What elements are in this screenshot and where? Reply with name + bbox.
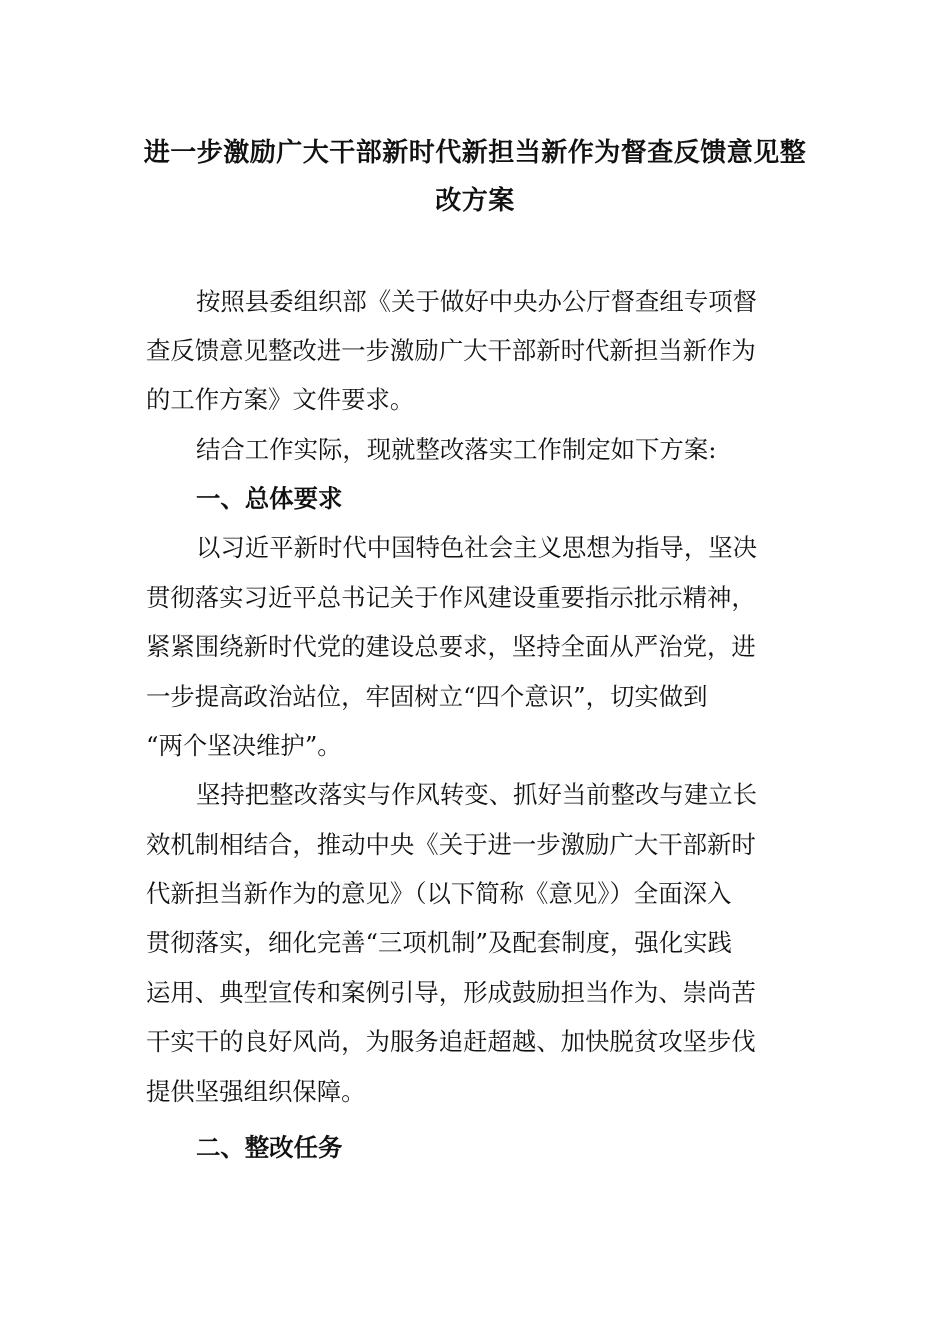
- intro-line-2: 查反馈意见整改进一步激励广大干部新时代新担当新作为: [146, 336, 756, 365]
- section-1-para-1-line-4: 一步提高政治站位，牢固树立“四个意识”，切实做到: [146, 682, 708, 711]
- intro-line-1: 按照县委组织部《关于做好中央办公厅督查组专项督: [196, 287, 757, 316]
- intro-line-3: 的工作方案》文件要求。: [146, 385, 415, 414]
- section-1-para-2-line-3: 代新担当新作为的意见》（以下简称《意见》）全面深入: [146, 879, 732, 908]
- section-1-para-1-line-1: 以习近平新时代中国特色社会主义思想为指导，坚决: [196, 533, 757, 562]
- document-title-line-1: 进一步激励广大干部新时代新担当新作为督查反馈意见整: [143, 138, 807, 168]
- section-1-para-2-line-6: 干实干的良好风尚，为服务追赶超越、加快脱贫攻坚步伐: [146, 1027, 756, 1056]
- intro-line-4: 结合工作实际，现就整改落实工作制定如下方案:: [196, 435, 717, 464]
- document-title-line-2: 改方案: [435, 186, 515, 216]
- section-1-para-2-line-4: 贯彻落实，细化完善“三项机制”及配套制度，强化实践: [146, 928, 732, 957]
- section-1-para-2-line-2: 效机制相结合，推动中央《关于进一步激励广大干部新时: [146, 830, 756, 859]
- section-2-heading: 二、整改任务: [196, 1133, 343, 1162]
- section-1-para-2-line-5: 运用、典型宣传和案例引导，形成鼓励担当作为、崇尚苦: [146, 978, 756, 1007]
- section-1-para-1-line-2: 贯彻落实习近平总书记关于作风建设重要指示批示精神，: [146, 583, 756, 612]
- section-1-para-2-line-1: 坚持把整改落实与作风转变、抓好当前整改与建立长: [196, 780, 757, 809]
- section-1-heading: 一、总体要求: [196, 484, 343, 513]
- section-1-para-1-line-3: 紧紧围绕新时代党的建设总要求，坚持全面从严治党，进: [146, 632, 756, 661]
- section-1-para-2-line-7: 提供坚强组织保障。: [146, 1077, 366, 1106]
- section-1-para-1-line-5: “两个坚决维护”。: [146, 731, 342, 760]
